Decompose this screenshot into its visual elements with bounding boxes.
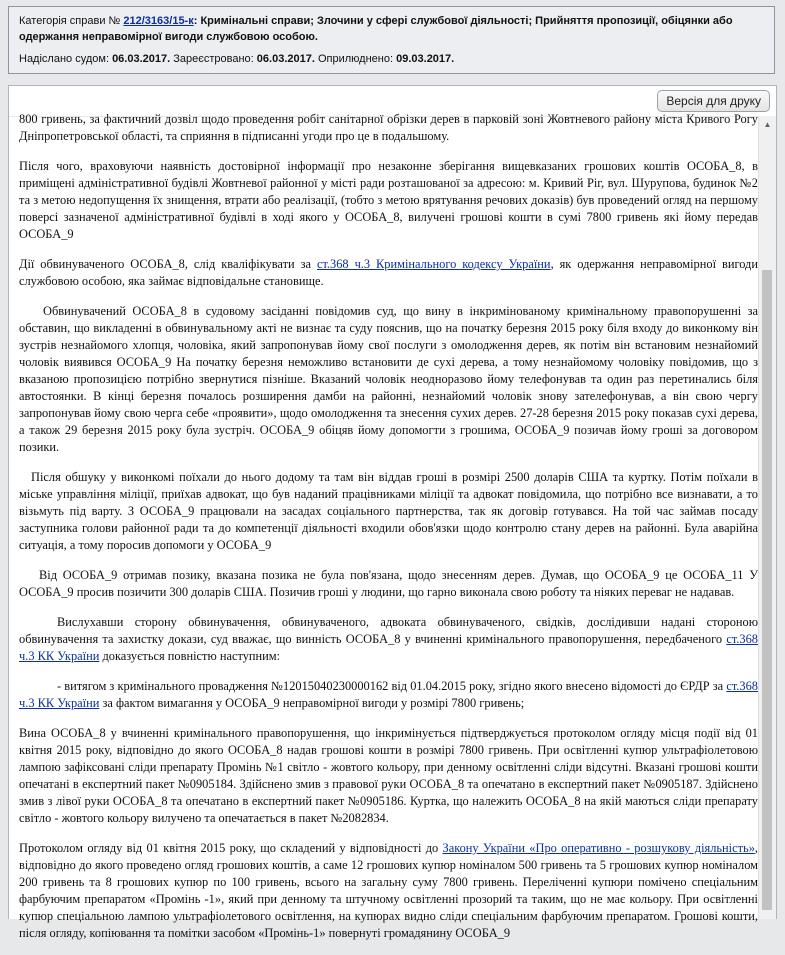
text: , як одержання неправомірної вигоди службовою особою, яка займає відповідальне становище. <box>19 257 758 288</box>
case-number-link[interactable]: 212/3163/15-к <box>123 15 194 27</box>
paragraph <box>19 256 758 290</box>
sent-date: 06.03.2017. <box>112 53 171 65</box>
text: Вислухавши сторону обвинувачення, обвинуваченого, адвоката обвинуваченого, свідків, дослідивши надані стороною обвинувачення та захистку докази, суд вважає, що винність ОСОБА_8 у вчиненні кримінального правопорушення, передбаченого <box>19 615 758 646</box>
document-content <box>19 112 758 940</box>
text: - витягом з кримінального провадження №12015040230000162 від 01.04.2015 року, згідно якого внесено відомості до ЄРДР за <box>57 679 727 693</box>
paragraph: Після обшуку у виконкомі поїхали до нього додому та там він віддав гроші в розмірі 2500 доларів США та куртку. Потім поїхали в міське управління міліції, приїхав адвокат, що був наданий працівниками міліції та адвокат повідомила, що потрібно все визнавати, а то візьмуть під варту. З ОСОБА_9 працювали на засадах соціального партнерства, так як договір готувався. На той час займав посаду заступника голови районної ради та до компетенції діяльності входили обов'язки щодо контролю стану дерев на районні. Була аварійна ситуація, а тому поросив допомоги у ОСОБА_9 <box>19 470 758 552</box>
text: Протоколом огляду від 01 квітня 2015 року, що складений у відповідності до <box>19 841 443 855</box>
case-dates <box>19 51 766 67</box>
sent-label: Надіслано судом: <box>19 53 109 65</box>
law-link[interactable]: ст.368 ч.3 Кримінального кодексу України <box>316 257 551 271</box>
published-date: 09.03.2017. <box>396 53 455 65</box>
paragraph: Вина ОСОБА_8 у вчиненні кримінального правопорушення, що інкримінується підтверджується протоколом огляду місця події від 01 квітня 2015 року, відповідно до якого ОСОБА_8 надав грошові кошти в розмірі 7800 гривень. При освітленні купюр ультрафіолетовою лампою зафіксовані сліди препарату Промінь №1 світло - жовтого кольору, при денному освітленні сліди відсутні. Вказані грошові кошти опечатані в експертний пакет №0905184. Здійснено змив з правової руки ОСОБА_8 та опечатано в експертний пакет №0905187. Здійснено змив з лівої руки ОСОБА_8 та опечатано в експертний пакет №0905186. Куртка, що належить ОСОБА_8 на якій маються сліди препарату світло - жовтого кольору вилучено та опечатається в пакет №2082834. <box>19 726 758 825</box>
paragraph: 800 гривень, за фактичний дозвіл щодо проведення робіт санітарної обрізки дерев в парковій зоні Жовтневого району міста Кривого Рогу Дніпропетровської області, та сприяння в підписанні угоди про це в подальшому. <box>19 112 758 143</box>
paragraph <box>19 678 758 712</box>
paragraph: Обвинувачений ОСОБА_8 в судовому засіданні повідомив суд, що вину в інкримінованому кримінальному правопорушенні за обставин, що викладенні в обвинувальному акті не визнає та суду пояснив, що на початку березня 2015 року біля входу до виконкому він зустрів незнайомого хлопця, чоловіка, який запропонував йому свої послуги з омолодження дерев, як потім він встановим незнайомий чоловік виявився ОСОБА_9 На початку березня неможливо встановити де сухі дерева, а тому незнайомому чоловіку повідомив, що з вказаною пропозицією потрібно звернутися пізніше. Вказаний чоловік неодноразово йому телефонував та один раз перетинались біля автостоянки. В кінці березня почалось розширення дамби на районні, незнайомий чоловік знову зателефонував, а він свою чергу запропонував йому свою черга себе «проявити», щодо омолодження та знесення сухих дерев. 27-28 березня 2015 року показав сухі дерева, а також 29 березня 2015 року була зустріч. ОСОБА_9 обіцяв йому допомогти з грошима, ОСОБА_9 позичав йому гроші за договором позики. <box>19 304 758 454</box>
paragraph: Від ОСОБА_9 отримав позику, вказана позика не була пов'язана, щодо знесенням дерев. Думав, що ОСОБА_9 це ОСОБА_11 У ОСОБА_9 просив позичити 300 доларів США. Позичив гроші у людини, що гарно виконала свою роботу та ніяких переваг не надавав. <box>19 568 758 599</box>
text: , відповідно до якого проведено огляд грошових коштів, а саме 12 грошових купюр номіналом 500 гривень та 5 грошових купюр номіналом 200 гривень та 8 грошових купюр по 100 гривень, всього на загальну суму 7800 гривень. Переліченні купюри помічено спеціальним фарбуючим препаратом «Промінь -1», який при денному та штучному освітленні прозорий та таким, що не має кольору. При освітленні купюр спеціальною лампою ультрафіолетового освітлення, на купюрах видно сліди спеціальним фарбуючим препаратом. Грошові кошти, після огляду, копіювання та помітки засобом «Промінь-1» повернуті громадянину ОСОБА_9 <box>19 841 758 940</box>
vertical-scrollbar[interactable] <box>758 116 776 919</box>
paragraph <box>19 614 758 665</box>
paragraph: Після чого, враховуючи наявність достовірної інформації про незаконне зберігання вищевказаних грошових коштів ОСОБА_8, в приміщені адміністративної будівлі Жовтневої районної у місті ради розташованої за адресою: м. Кривий Ріг, вул. Шурупова, будинок №2 та з метою недопущення їх знищення, втрати або реалізації, (тобто з метою врятування речових доказів) був проведений огляд на першому поверсі зазначеної адміністративної будівлі в ході якого у ОСОБА_8, вилучені грошові кошти в сумі 7800 гривень які йому передав ОСОБА_9 <box>19 159 758 241</box>
category-label: Категорія справи № <box>19 15 121 27</box>
scrollbar-thumb[interactable] <box>762 270 772 910</box>
scroll-up-arrow-icon[interactable]: ▲ <box>763 120 772 129</box>
document-frame <box>8 85 777 940</box>
category-text: : Кримінальні справи; Злочини у сфері службової діяльності; Прийняття пропозиції, обіцянки або одержання неправомірної вигоди службовою особою. <box>19 15 733 43</box>
law-link[interactable]: Закону України «Про оперативно - розшукову діяльність» <box>442 841 755 855</box>
published-label: Оприлюднено: <box>317 53 394 65</box>
registered-label: Зареєстровано: <box>173 53 254 65</box>
text: за фактом вимагання у ОСОБА_9 неправомірної вигоди у розмірі 7800 гривень; <box>99 696 525 710</box>
registered-date: 06.03.2017. <box>256 53 315 65</box>
print-version-button[interactable]: Версія для друку <box>657 90 770 112</box>
law-link[interactable]: ст.368 ч.3 КК України <box>19 632 758 663</box>
paragraph <box>19 840 758 942</box>
law-link[interactable]: ст.368 ч.3 КК України <box>19 679 758 710</box>
text: доказується повністю наступним: <box>99 649 281 663</box>
case-category-line <box>19 13 766 45</box>
case-info-panel <box>8 6 775 74</box>
text: Дії обвинуваченого ОСОБА_8, слід кваліфікувати за <box>19 257 317 271</box>
